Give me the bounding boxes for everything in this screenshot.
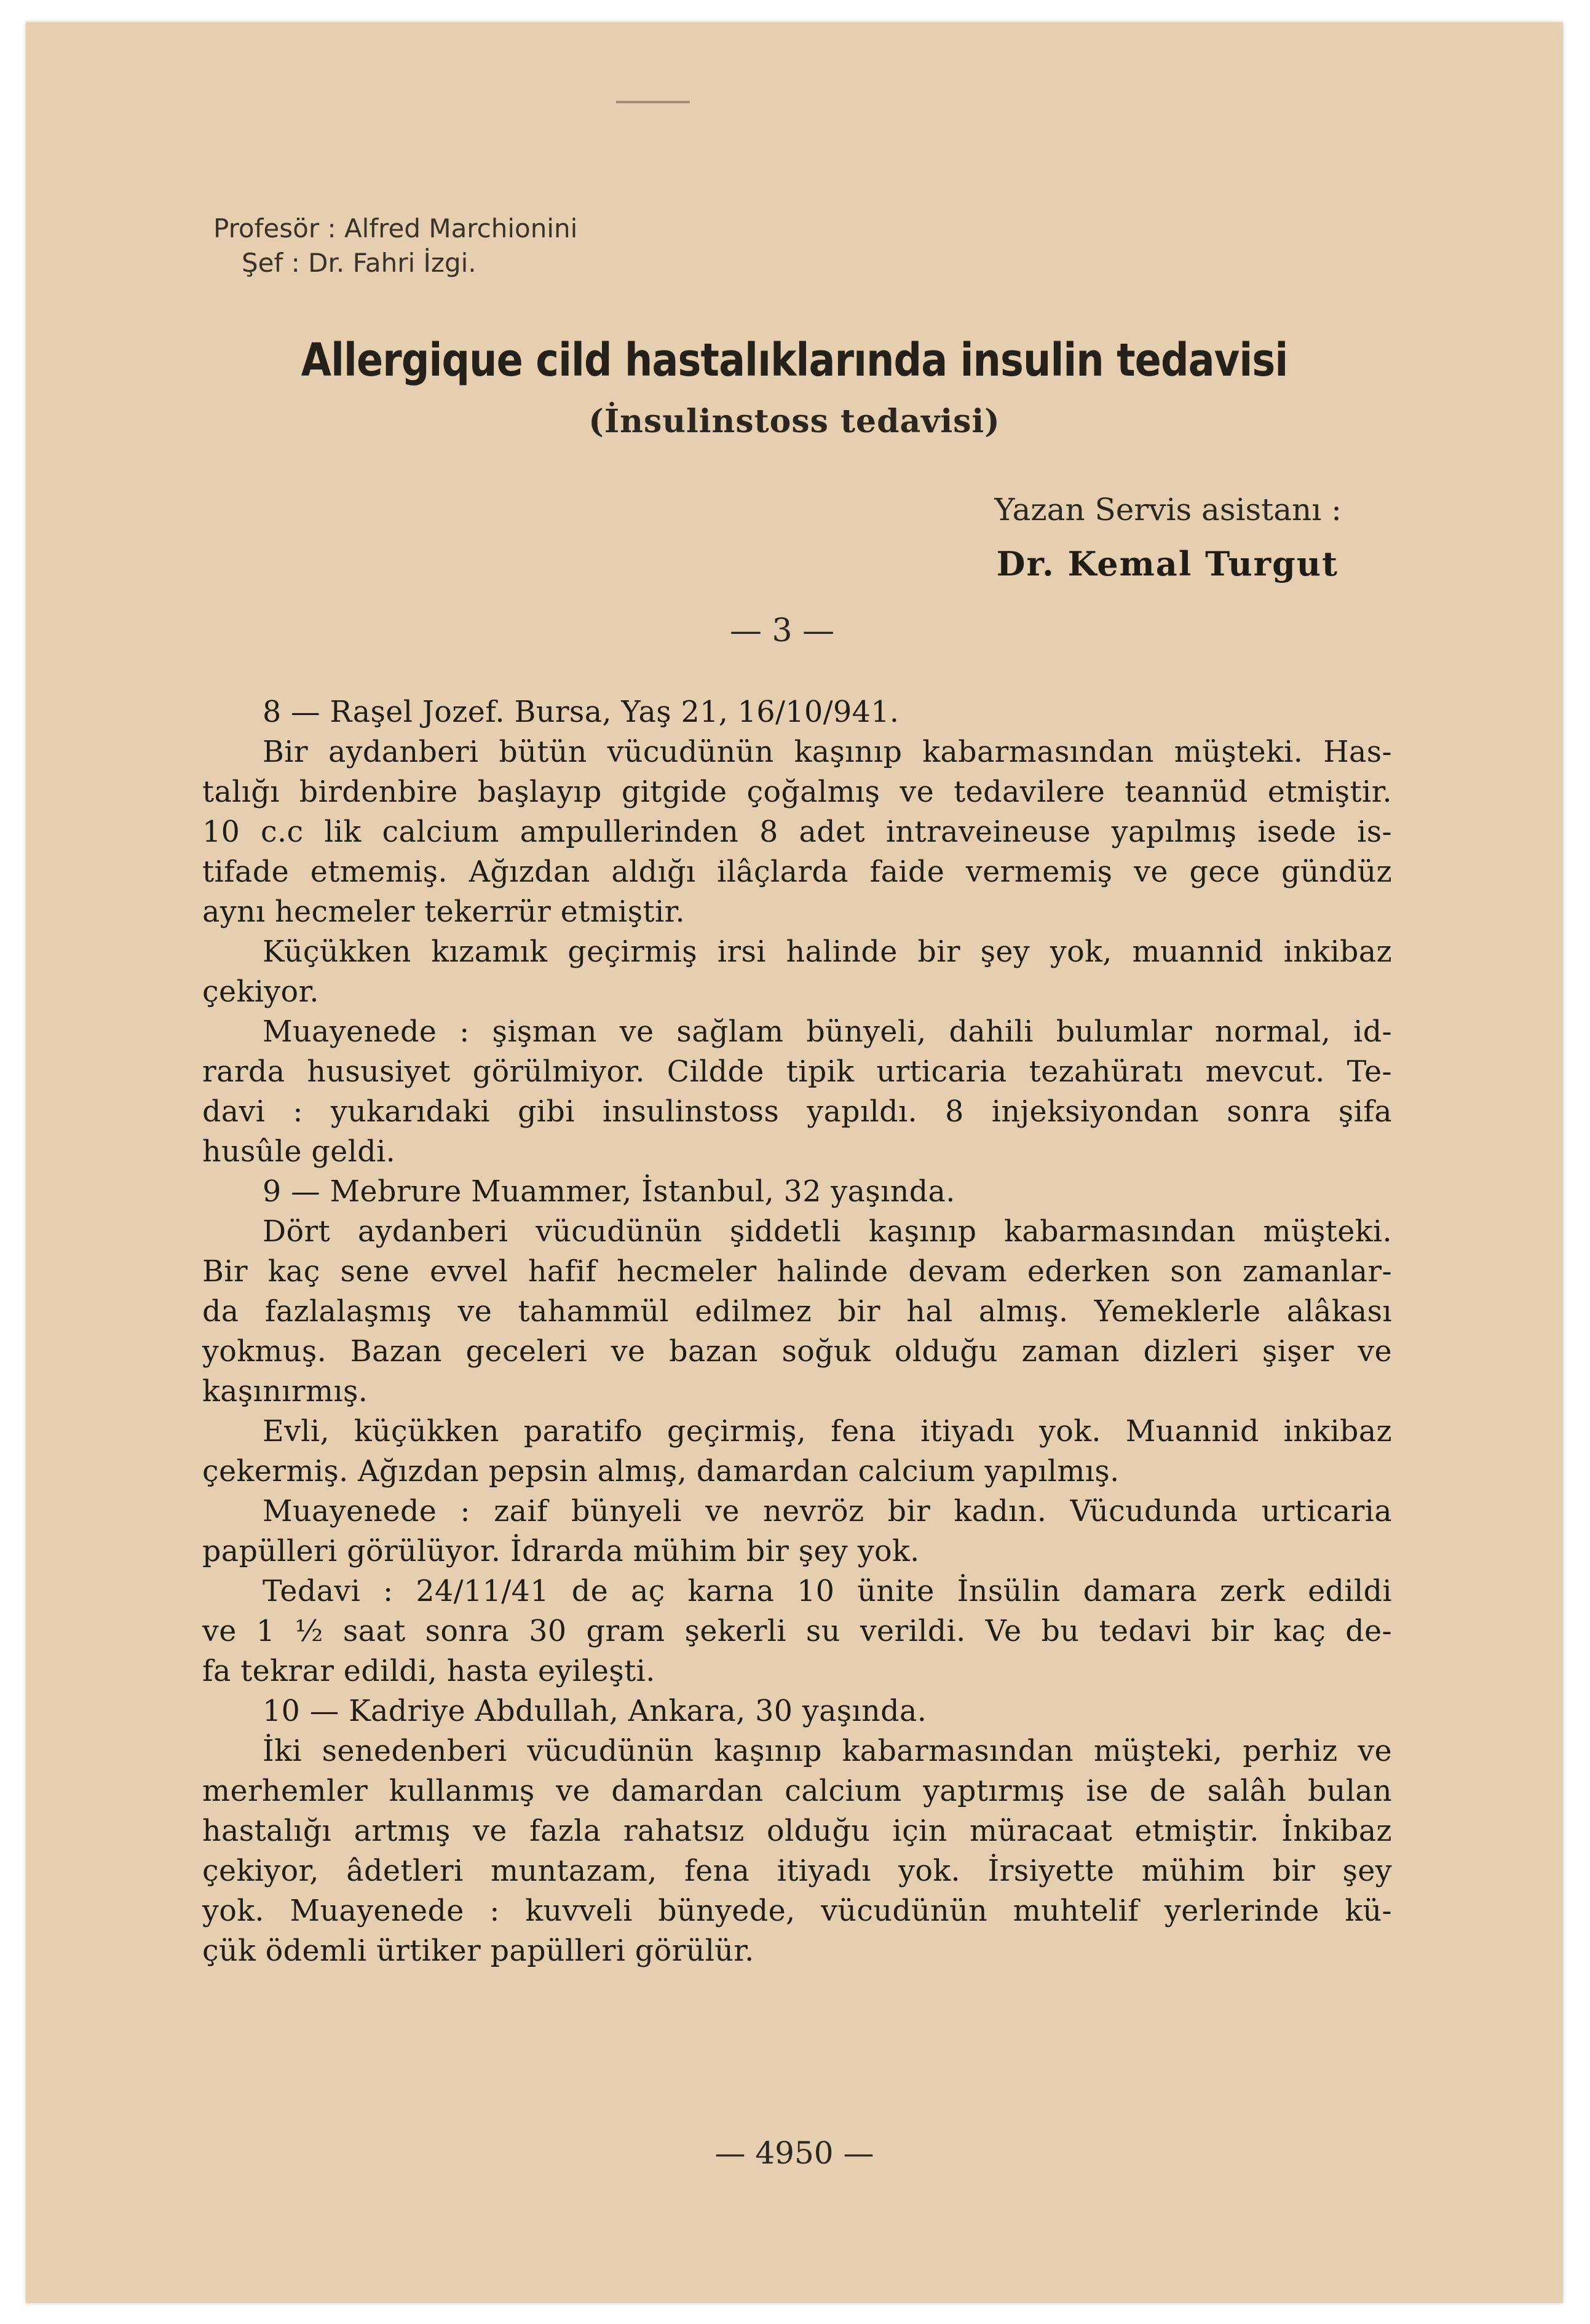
- case-heading: 8 — Raşel Jozef. Bursa, Yaş 21, 16/10/941.: [263, 695, 900, 729]
- clinic-header: [213, 211, 577, 280]
- body-line: husûle geldi.: [202, 1135, 396, 1169]
- article-title: Allergique cild hastalıklarında insulin tedavisi: [301, 334, 1288, 387]
- body-line: Küçükken kızamık geçirmiş irsi halinde bir şey yok, muannid inkibaz: [263, 935, 1392, 969]
- body-line: aynı hecmeler tekerrür etmiştir.: [202, 895, 685, 929]
- author-role: Yazan Servis asistanı :: [994, 492, 1342, 528]
- body-line: talığı birdenbire başlayıp gitgide çoğalmış ve tedavilere teannüd etmiştir.: [202, 775, 1392, 809]
- body-line: çük ödemli ürtiker papülleri görülür.: [202, 1934, 754, 1968]
- body-line: ve 1 ½ saat sonra 30 gram şekerli su verildi. Ve bu tedavi bir kaç de-: [202, 1615, 1392, 1648]
- body-line: Muayenede : şişman ve sağlam bünyeli, dahili bulumlar normal, id-: [263, 1015, 1392, 1049]
- body-line: tifade etmemiş. Ağızdan aldığı ilâçlarda faide vermemiş ve gece gündüz: [202, 855, 1392, 889]
- body-line: kaşınırmış.: [202, 1375, 368, 1409]
- print-mark: [616, 101, 690, 103]
- body-line: Evli, küçükken paratifo geçirmiş, fena itiyadı yok. Muannid inkibaz: [263, 1415, 1392, 1449]
- body-line: Bir aydanberi bütün vücudünün kaşınıp kabarmasından müşteki. Has-: [263, 735, 1392, 769]
- body-line: yokmuş. Bazan geceleri ve bazan soğuk olduğu zaman dizleri şişer ve: [202, 1335, 1392, 1369]
- body-line: 10 c.c lik calcium ampullerinden 8 adet intraveineuse yapılmış isede is-: [202, 815, 1392, 849]
- article-body: [202, 692, 1392, 1971]
- body-line: fa tekrar edildi, hasta eyileşti.: [202, 1654, 655, 1688]
- body-line: Muayenede : zaif bünyeli ve nevröz bir kadın. Vücudunda urticaria: [263, 1495, 1392, 1528]
- body-line: İki senedenberi vücudünün kaşınıp kabarmasından müşteki, perhiz ve: [263, 1734, 1392, 1768]
- body-line: çekiyor, âdetleri muntazam, fena itiyadı yok. İrsiyette mühim bir şey: [202, 1854, 1392, 1888]
- body-line: Bir kaç sene evvel hafif hecmeler halinde devam ederken son zamanlar-: [202, 1255, 1392, 1289]
- body-line: Dört aydanberi vücudünün şiddetli kaşınıp kabarmasından müşteki.: [263, 1215, 1392, 1249]
- case-heading: 10 — Kadriye Abdullah, Ankara, 30 yaşında.: [263, 1694, 927, 1728]
- chief-line: Şef : Dr. Fahri İzgi.: [242, 248, 477, 278]
- body-line: merhemler kullanmış ve damardan calcium yaptırmış ise de salâh bulan: [202, 1774, 1392, 1808]
- professor-line: Profesör : Alfred Marchionini: [213, 213, 578, 243]
- document-page: [26, 22, 1563, 2303]
- body-line: da fazlalaşmış ve tahammül edilmez bir hal almış. Yemeklerle alâkası: [202, 1295, 1392, 1329]
- author-name: Dr. Kemal Turgut: [996, 544, 1339, 583]
- body-line: papülleri görülüyor. İdrarda mühim bir şey yok.: [202, 1535, 920, 1568]
- body-line: davi : yukarıdaki gibi insulinstoss yapıldı. 8 injeksiyondan sonra şifa: [202, 1095, 1392, 1129]
- body-line: Tedavi : 24/11/41 de aç karna 10 ünite İnsülin damara zerk edildi: [263, 1575, 1392, 1608]
- body-line: yok. Muayenede : kuvveli bünyede, vücudünün muhtelif yerlerinde kü-: [202, 1894, 1392, 1928]
- article-subtitle: (İnsulinstoss tedavisi): [588, 403, 1000, 440]
- part-number: — 3 —: [730, 612, 835, 649]
- case-heading: 9 — Mebrure Muammer, İstanbul, 32 yaşında.: [263, 1175, 955, 1209]
- body-line: çekiyor.: [202, 975, 319, 1009]
- body-line: rarda hususiyet görülmiyor. Cildde tipik urticaria tezahüratı mevcut. Te-: [202, 1055, 1392, 1089]
- body-line: hastalığı artmış ve fazla rahatsız olduğu için müracaat etmiştir. İnkibaz: [202, 1814, 1392, 1848]
- page-number: — 4950 —: [714, 2135, 874, 2171]
- body-line: çekermiş. Ağızdan pepsin almış, damardan calcium yapılmış.: [202, 1455, 1120, 1488]
